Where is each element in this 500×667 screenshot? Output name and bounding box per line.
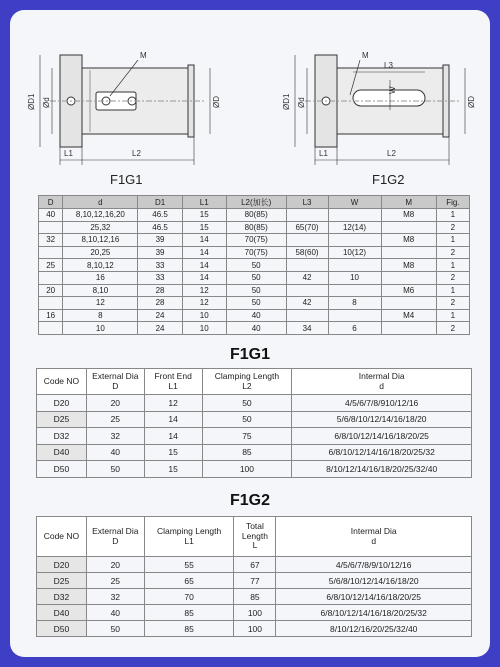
spec-table-cell: 25 — [39, 259, 63, 272]
spec-table-cell: 8 — [63, 309, 138, 322]
f1g1-table-row — [37, 411, 472, 428]
f1g2-table-cell: 67 — [234, 557, 276, 573]
spec-table-row — [39, 259, 470, 272]
spec-header-cell: W — [328, 196, 381, 209]
f1g2-table-cell: 100 — [234, 621, 276, 637]
f1g1-d-label: Ød — [42, 97, 51, 108]
spec-table-cell — [381, 297, 436, 310]
f1g2-header-cell — [234, 517, 276, 557]
f1g2-header-line: d — [371, 535, 377, 546]
spec-table-cell: 40 — [39, 209, 63, 222]
spec-table-cell: M8 — [381, 209, 436, 222]
f1g2-w-label: W — [388, 86, 397, 94]
f1g2-header-line: External Dia — [92, 525, 139, 536]
f1g2-table-cell: 5/6/8/10/12/14/16/18/20 — [276, 573, 472, 589]
f1g1-section-title: F1G1 — [229, 346, 270, 363]
f1g1-table-row — [37, 428, 472, 445]
spec-table-cell: 39 — [138, 246, 182, 259]
f1g1-table-cell: 6/8/10/12/14/16/18/20/25 — [292, 428, 472, 445]
f1g2-header-cell — [37, 517, 87, 557]
f1g1-header-line: d — [379, 380, 385, 391]
f1g2-table-cell: 85 — [144, 605, 234, 621]
spec-table-cell: 12 — [182, 297, 226, 310]
f1g1-table-cell: 50 — [202, 395, 292, 412]
spec-table-row — [39, 221, 470, 234]
spec-table-cell: 8,10,12,16,20 — [63, 209, 138, 222]
f1g1-header-line: Intermal Dia — [358, 370, 405, 381]
spec-table-row — [39, 322, 470, 335]
f1g2-table-cell: 77 — [234, 573, 276, 589]
spec-table-cell: 14 — [182, 246, 226, 259]
f1g1-table-cell: 4/5/6/7/8/910/12/16 — [292, 395, 472, 412]
f1g2-table-row — [37, 605, 472, 621]
f1g2-table-cell: D32 — [37, 589, 87, 605]
spec-table-cell: 65(70) — [286, 221, 328, 234]
spec-table-cell: 1 — [436, 234, 469, 247]
f1g2-table-cell: 8/10/12/16/20/25/32/40 — [276, 621, 472, 637]
f1g1-header-line: L1 — [168, 380, 178, 391]
spec-table-cell — [328, 234, 381, 247]
spec-table-cell — [286, 284, 328, 297]
spec-table-cell: 25,32 — [63, 221, 138, 234]
f1g1-table-cell: 40 — [86, 444, 144, 461]
f1g2-table-cell: 55 — [144, 557, 234, 573]
f1g2-header-line: L1 — [184, 535, 194, 546]
spec-table-cell — [381, 221, 436, 234]
f1g1-table-cell: 85 — [202, 444, 292, 461]
f1g1-table-cell: 6/8/10/12/14/16/18/20/25/32 — [292, 444, 472, 461]
f1g1-header-line: D — [112, 380, 119, 391]
f1g1-table-cell: 15 — [144, 444, 202, 461]
spec-table-cell — [328, 309, 381, 322]
spec-table-cell: 28 — [138, 297, 182, 310]
f1g1-l1-label: L1 — [64, 149, 73, 158]
spec-table-cell: 70(75) — [226, 234, 286, 247]
spec-table-cell — [286, 259, 328, 272]
f1g2-table-cell: 25 — [86, 573, 144, 589]
spec-table-cell: 1 — [436, 209, 469, 222]
spec-header-cell: d — [63, 196, 138, 209]
f1g2-table-row — [37, 589, 472, 605]
spec-table-cell: 2 — [436, 246, 469, 259]
spec-table-cell: 10 — [328, 271, 381, 284]
drawing-svg — [10, 10, 490, 200]
f1g2-table-header — [37, 517, 472, 557]
spec-table-cell: 42 — [286, 271, 328, 284]
spec-table-cell — [286, 209, 328, 222]
spec-table-cell: 16 — [39, 309, 63, 322]
spec-table-cell: 33 — [138, 259, 182, 272]
spec-table-row — [39, 246, 470, 259]
f1g2-table-cell: 100 — [234, 605, 276, 621]
f1g1-table-row — [37, 461, 472, 478]
f1g2-table-cell: D50 — [37, 621, 87, 637]
spec-table-cell: M8 — [381, 259, 436, 272]
f1g1-d1-label: ØD1 — [27, 93, 36, 110]
spec-table-cell: 20 — [39, 284, 63, 297]
spec-table-cell: 12 — [182, 284, 226, 297]
f1g2-table-cell: 32 — [86, 589, 144, 605]
spec-table-cell: 14 — [182, 271, 226, 284]
spec-table-cell: 34 — [286, 322, 328, 335]
f1g1-header-line: Clamping Length — [214, 370, 280, 381]
spec-header-cell: D — [39, 196, 63, 209]
spec-table-cell: 6 — [328, 322, 381, 335]
spec-table-cell: 1 — [436, 259, 469, 272]
f1g2-header-cell — [144, 517, 234, 557]
spec-table-cell: 12 — [63, 297, 138, 310]
f1g2-header-line: L — [252, 540, 258, 551]
f1g2-section-title: F1G2 — [229, 492, 270, 509]
spec-table-cell: 10 — [182, 309, 226, 322]
spec-table-cell: 42 — [286, 297, 328, 310]
spec-table — [38, 195, 470, 335]
spec-header-cell: Fig. — [436, 196, 469, 209]
spec-table-cell — [328, 209, 381, 222]
spec-table-header — [39, 196, 470, 209]
f1g1-table-cell: D50 — [37, 461, 87, 478]
f1g1-table-cell: 25 — [86, 411, 144, 428]
spec-table-cell: 46.5 — [138, 209, 182, 222]
spec-table-cell — [39, 246, 63, 259]
spec-table-cell: 15 — [182, 209, 226, 222]
f1g1-header-cell — [202, 369, 292, 395]
f1g1-m-label: M — [140, 51, 147, 60]
f1g2-header-line: Clamping Length — [156, 525, 222, 536]
f1g1-table-cell: 5/6/8/10/12/14/16/18/20 — [292, 411, 472, 428]
f1g1-header-line: Front End — [154, 370, 192, 381]
spec-table-cell — [39, 322, 63, 335]
spec-table-cell — [381, 246, 436, 259]
spec-table-cell: 15 — [182, 221, 226, 234]
spec-table-cell: 50 — [226, 284, 286, 297]
spec-table-cell: 33 — [138, 271, 182, 284]
f1g1-header-cell — [292, 369, 472, 395]
f1g2-header-line: Length — [241, 530, 268, 541]
spec-table-cell: M4 — [381, 309, 436, 322]
f1g2-l3-label: L3 — [384, 61, 393, 70]
f1g2-table-cell: 40 — [86, 605, 144, 621]
spec-table-cell: 2 — [436, 297, 469, 310]
spec-table-cell: 1 — [436, 309, 469, 322]
f1g2-header-line: D — [112, 535, 119, 546]
f1g2-table-cell: 85 — [144, 621, 234, 637]
f1g1-table-cell: 32 — [86, 428, 144, 445]
f1g1-header-cell — [144, 369, 202, 395]
spec-table-row — [39, 209, 470, 222]
f1g2-bigd-label: ØD — [467, 96, 476, 108]
spec-table-cell: 8,10,12,16 — [63, 234, 138, 247]
f1g2-header-cell — [86, 517, 144, 557]
spec-table-cell: 2 — [436, 221, 469, 234]
spec-table-cell: 14 — [182, 234, 226, 247]
f1g1-table-body — [37, 395, 472, 478]
spec-table-cell: 1 — [436, 284, 469, 297]
f1g2-table-cell: 70 — [144, 589, 234, 605]
spec-table-row — [39, 284, 470, 297]
f1g2-d1-label: ØD1 — [282, 93, 291, 110]
spec-table-cell — [381, 271, 436, 284]
f1g2-l2-label: L2 — [387, 149, 396, 158]
spec-table-cell: 8,10,12 — [63, 259, 138, 272]
spec-table-cell: 70(75) — [226, 246, 286, 259]
spec-table-row — [39, 309, 470, 322]
f1g2-table-cell: 6/8/10/12/14/16/18/20/25 — [276, 589, 472, 605]
f1g2-table-cell: 20 — [86, 557, 144, 573]
spec-table-cell — [39, 221, 63, 234]
f1g1-table-cell: 14 — [144, 411, 202, 428]
f1g2-m-label: M — [362, 51, 369, 60]
spec-table-cell: M6 — [381, 284, 436, 297]
f1g1-table-cell: D25 — [37, 411, 87, 428]
spec-table-cell — [39, 271, 63, 284]
f1g1-header-line: Code NO — [43, 375, 80, 386]
spec-header-cell: L2(加长) — [226, 196, 286, 209]
f1g2-table-body — [37, 557, 472, 637]
f1g2-header-line: Total — [245, 520, 264, 531]
f1g1-table-cell: D20 — [37, 395, 87, 412]
f1g2-d-label: Ød — [297, 97, 306, 108]
f1g2-header-cell — [276, 517, 472, 557]
f1g1-table-cell: 75 — [202, 428, 292, 445]
spec-table-cell — [286, 309, 328, 322]
f1g2-table-cell: 65 — [144, 573, 234, 589]
spec-table-cell: 8,10 — [63, 284, 138, 297]
spec-table-row — [39, 271, 470, 284]
spec-table-row — [39, 234, 470, 247]
f1g1-table-cell: 8/10/12/14/16/18/20/25/32/40 — [292, 461, 472, 478]
spec-table-cell: 10(12) — [328, 246, 381, 259]
spec-table-cell: 2 — [436, 322, 469, 335]
f1g1-table-row — [37, 395, 472, 412]
f1g1-table-cell: 20 — [86, 395, 144, 412]
f1g1-table — [36, 368, 472, 478]
f1g1-table-cell: D32 — [37, 428, 87, 445]
f1g1-header-line: External Dia — [92, 370, 139, 381]
f1g1-table-header — [37, 369, 472, 395]
f1g1-table-cell: D40 — [37, 444, 87, 461]
f1g2-table-row — [37, 573, 472, 589]
spec-table-cell: 14 — [182, 259, 226, 272]
f1g2-table-row — [37, 621, 472, 637]
technical-drawing — [10, 10, 490, 200]
f1g1-bigd-label: ØD — [212, 96, 221, 108]
product-spec-card — [10, 10, 490, 657]
spec-table-cell: 46.5 — [138, 221, 182, 234]
spec-table-cell — [39, 297, 63, 310]
spec-table-cell: 10 — [63, 322, 138, 335]
f1g1-header-cell — [37, 369, 87, 395]
f1g1-table-cell: 50 — [202, 411, 292, 428]
spec-header-cell: L3 — [286, 196, 328, 209]
spec-table-cell: 50 — [226, 297, 286, 310]
f1g2-table-cell: D25 — [37, 573, 87, 589]
spec-table-cell: 16 — [63, 271, 138, 284]
f1g1-table-row — [37, 444, 472, 461]
spec-table-cell — [328, 259, 381, 272]
f1g2-table-cell: 6/8/10/12/14/16/18/20/25/32 — [276, 605, 472, 621]
f1g2-table-cell: 4/5/6/7/8/9/10/12/16 — [276, 557, 472, 573]
f1g2-header-line: Intermal Dia — [350, 525, 397, 536]
f1g2-table — [36, 516, 472, 637]
spec-table-cell: M8 — [381, 234, 436, 247]
spec-table-cell: 28 — [138, 284, 182, 297]
f1g2-table-cell: 85 — [234, 589, 276, 605]
f1g1-table-cell: 12 — [144, 395, 202, 412]
f1g1-figure-title: F1G1 — [110, 172, 143, 187]
f1g1-header-cell — [86, 369, 144, 395]
spec-table-row — [39, 297, 470, 310]
spec-header-cell: L1 — [182, 196, 226, 209]
f1g1-table-cell: 15 — [144, 461, 202, 478]
f1g2-table-cell: D40 — [37, 605, 87, 621]
f1g2-figure-title: F1G2 — [372, 172, 405, 187]
spec-table-cell: 80(85) — [226, 221, 286, 234]
f1g1-table-cell: 50 — [86, 461, 144, 478]
f1g2-table-cell: 50 — [86, 621, 144, 637]
spec-table-cell: 58(60) — [286, 246, 328, 259]
f1g1-header-line: L2 — [242, 380, 252, 391]
spec-table-cell — [381, 322, 436, 335]
spec-table-cell: 32 — [39, 234, 63, 247]
f1g1-l2-label: L2 — [132, 149, 141, 158]
spec-table-body — [39, 209, 470, 335]
spec-table-cell: 39 — [138, 234, 182, 247]
spec-table-cell — [286, 234, 328, 247]
spec-table-cell: 12(14) — [328, 221, 381, 234]
f1g1-table-cell: 14 — [144, 428, 202, 445]
spec-table-cell: 50 — [226, 271, 286, 284]
spec-table-cell: 8 — [328, 297, 381, 310]
f1g2-l1-label: L1 — [319, 149, 328, 158]
f1g2-header-line: Code NO — [43, 530, 80, 541]
f1g2-table-row — [37, 557, 472, 573]
spec-header-cell: M — [381, 196, 436, 209]
f1g2-table-cell: D20 — [37, 557, 87, 573]
spec-table-cell: 40 — [226, 322, 286, 335]
spec-table-cell: 24 — [138, 309, 182, 322]
spec-table-cell — [328, 284, 381, 297]
spec-header-cell: D1 — [138, 196, 182, 209]
spec-table-cell: 50 — [226, 259, 286, 272]
spec-table-cell: 80(85) — [226, 209, 286, 222]
spec-table-cell: 2 — [436, 271, 469, 284]
spec-table-cell: 24 — [138, 322, 182, 335]
spec-table-cell: 40 — [226, 309, 286, 322]
f1g1-table-cell: 100 — [202, 461, 292, 478]
spec-table-cell: 20,25 — [63, 246, 138, 259]
spec-table-cell: 10 — [182, 322, 226, 335]
